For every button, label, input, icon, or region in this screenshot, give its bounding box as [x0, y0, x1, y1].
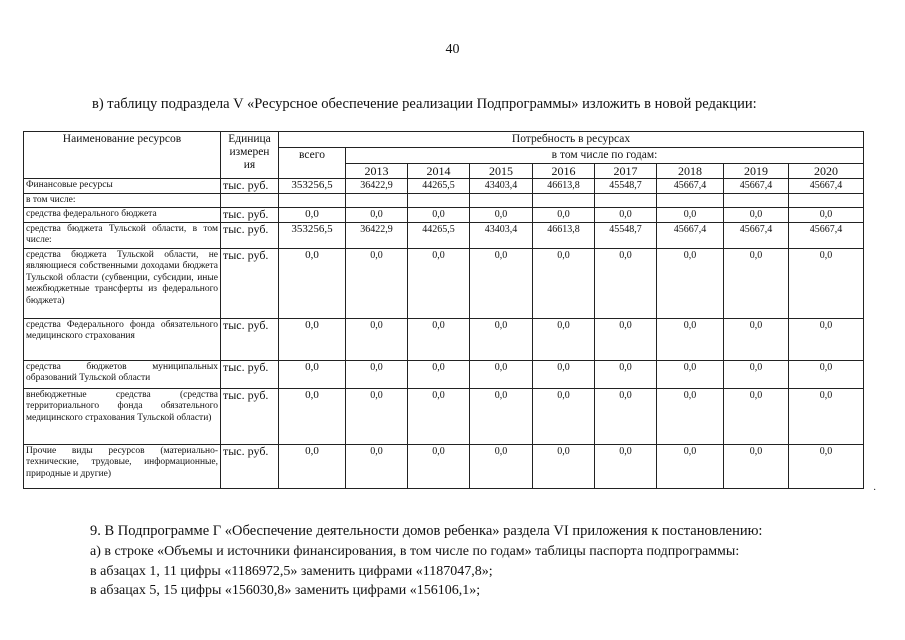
year-value-cell	[595, 193, 657, 208]
year-value-cell: 0,0	[657, 248, 724, 318]
table-row	[24, 444, 864, 488]
year-value-cell	[346, 193, 408, 208]
year-value-cell: 36422,9	[346, 222, 408, 248]
year-value-cell: 0,0	[595, 388, 657, 444]
year-value-cell: 0,0	[408, 208, 470, 223]
resource-name-cell: средства бюджетов муниципальных образований Тульской области	[24, 360, 221, 388]
year-value-cell: 0,0	[657, 360, 724, 388]
header-need: Потребность в ресурсах	[279, 132, 864, 148]
header-year: 2019	[724, 164, 789, 179]
year-value-cell: 0,0	[470, 360, 533, 388]
year-value-cell: 46613,8	[533, 222, 595, 248]
unit-cell: тыс. руб.	[221, 179, 279, 194]
total-value-cell: 0,0	[279, 208, 346, 223]
year-value-cell: 0,0	[595, 208, 657, 223]
header-year: 2015	[470, 164, 533, 179]
year-value-cell: 0,0	[470, 444, 533, 488]
year-value-cell: 0,0	[724, 318, 789, 360]
paragraph-item-9: 9. В Подпрограмме Г «Обеспечение деятельности домов ребенка» раздела VI приложения к постановлению:	[90, 523, 763, 539]
paragraph-line-2: в абзацах 5, 15 цифры «156030,8» заменить цифрами «156106,1»;	[90, 583, 481, 598]
unit-cell: тыс. руб.	[221, 318, 279, 360]
table-row	[24, 193, 864, 208]
total-value-cell: 353256,5	[279, 179, 346, 194]
resource-name-cell: внебюджетные средства (средства территориального фонда обязательного медицинского страхования Тульской области)	[24, 388, 221, 444]
year-value-cell: 0,0	[657, 318, 724, 360]
table-row	[24, 248, 864, 318]
resource-name-cell: средства бюджета Тульской области, в том числе:	[24, 222, 221, 248]
year-value-cell: 0,0	[595, 318, 657, 360]
year-value-cell: 0,0	[346, 318, 408, 360]
year-value-cell: 45667,4	[657, 179, 724, 194]
unit-cell: тыс. руб.	[221, 222, 279, 248]
year-value-cell: 0,0	[533, 248, 595, 318]
year-value-cell: 0,0	[470, 388, 533, 444]
year-value-cell: 0,0	[470, 208, 533, 223]
year-value-cell: 0,0	[346, 360, 408, 388]
year-value-cell: 0,0	[408, 360, 470, 388]
header-year: 2020	[789, 164, 864, 179]
total-value-cell: 0,0	[279, 318, 346, 360]
total-value-cell: 0,0	[279, 388, 346, 444]
year-value-cell: 0,0	[724, 208, 789, 223]
year-value-cell: 0,0	[470, 318, 533, 360]
header-year: 2016	[533, 164, 595, 179]
year-value-cell: 0,0	[789, 208, 864, 223]
resource-table	[23, 131, 864, 489]
year-value-cell: 0,0	[789, 388, 864, 444]
page-number: 40	[445, 42, 460, 57]
total-value-cell: 0,0	[279, 360, 346, 388]
year-value-cell: 45667,4	[789, 179, 864, 194]
header-year: 2017	[595, 164, 657, 179]
total-value-cell: 353256,5	[279, 222, 346, 248]
year-value-cell: 45667,4	[657, 222, 724, 248]
header-name: Наименование ресурсов	[24, 132, 221, 179]
margin-mark: ·	[873, 485, 877, 496]
year-value-cell: 0,0	[408, 318, 470, 360]
year-value-cell: 0,0	[789, 360, 864, 388]
resource-name-cell: средства федерального бюджета	[24, 208, 221, 223]
intro-text: в) таблицу подраздела V «Ресурсное обеспечение реализации Подпрограммы» изложить в новой редакции:	[92, 96, 757, 112]
table-row	[24, 179, 864, 194]
year-value-cell: 0,0	[533, 388, 595, 444]
year-value-cell: 45548,7	[595, 179, 657, 194]
unit-cell: тыс. руб.	[221, 388, 279, 444]
year-value-cell: 0,0	[533, 318, 595, 360]
year-value-cell: 0,0	[470, 248, 533, 318]
header-year: 2013	[346, 164, 408, 179]
year-value-cell	[657, 193, 724, 208]
year-value-cell: 0,0	[408, 444, 470, 488]
header-year: 2014	[408, 164, 470, 179]
table-row	[24, 222, 864, 248]
year-value-cell: 0,0	[595, 248, 657, 318]
year-value-cell: 0,0	[789, 248, 864, 318]
year-value-cell	[470, 193, 533, 208]
header-year: 2018	[657, 164, 724, 179]
table-row	[24, 388, 864, 444]
paragraph-subitem-a: а) в строке «Объемы и источники финансирования, в том числе по годам» таблицы паспорта подпрограммы:	[90, 544, 740, 559]
year-value-cell	[533, 193, 595, 208]
year-value-cell: 0,0	[657, 208, 724, 223]
year-value-cell: 0,0	[408, 388, 470, 444]
unit-cell: тыс. руб.	[221, 360, 279, 388]
header-total: всего	[279, 148, 346, 179]
table-row	[24, 208, 864, 223]
resource-name-cell: Прочие виды ресурсов (материально-технические, трудовые, информационные, природные и другие)	[24, 444, 221, 488]
resource-name-cell: в том числе:	[24, 193, 221, 208]
year-value-cell: 0,0	[346, 248, 408, 318]
year-value-cell: 45548,7	[595, 222, 657, 248]
total-value-cell: 0,0	[279, 248, 346, 318]
unit-cell: тыс. руб.	[221, 208, 279, 223]
year-value-cell: 0,0	[408, 248, 470, 318]
unit-cell	[221, 193, 279, 208]
year-value-cell: 0,0	[533, 444, 595, 488]
year-value-cell	[724, 193, 789, 208]
year-value-cell: 44265,5	[408, 222, 470, 248]
table-row	[24, 360, 864, 388]
total-value-cell: 0,0	[279, 444, 346, 488]
table-row	[24, 318, 864, 360]
year-value-cell: 0,0	[657, 444, 724, 488]
year-value-cell: 0,0	[533, 208, 595, 223]
year-value-cell: 0,0	[657, 388, 724, 444]
year-value-cell: 45667,4	[724, 222, 789, 248]
total-value-cell	[279, 193, 346, 208]
year-value-cell: 0,0	[533, 360, 595, 388]
year-value-cell: 0,0	[724, 248, 789, 318]
year-value-cell: 45667,4	[724, 179, 789, 194]
year-value-cell: 0,0	[724, 444, 789, 488]
year-value-cell	[408, 193, 470, 208]
year-value-cell: 46613,8	[533, 179, 595, 194]
year-value-cell: 0,0	[346, 444, 408, 488]
year-value-cell	[789, 193, 864, 208]
paragraph-line-1: в абзацах 1, 11 цифры «1186972,5» заменить цифрами «1187047,8»;	[90, 564, 493, 579]
year-value-cell: 0,0	[595, 444, 657, 488]
year-value-cell: 0,0	[346, 208, 408, 223]
resource-name-cell: средства бюджета Тульской области, не являющиеся собственными доходами бюджета Тульской области (субвенции, субсидии, иные межбюджетные трансферты из федерального бюджета)	[24, 248, 221, 318]
year-value-cell: 44265,5	[408, 179, 470, 194]
year-value-cell: 0,0	[724, 388, 789, 444]
year-value-cell: 0,0	[595, 360, 657, 388]
year-value-cell: 0,0	[724, 360, 789, 388]
header-unit: Единица измерен ия	[221, 132, 279, 179]
year-value-cell: 0,0	[789, 444, 864, 488]
header-by-years: в том числе по годам:	[346, 148, 864, 164]
year-value-cell: 45667,4	[789, 222, 864, 248]
year-value-cell: 0,0	[346, 388, 408, 444]
year-value-cell: 43403,4	[470, 179, 533, 194]
year-value-cell: 0,0	[789, 318, 864, 360]
resource-name-cell: средства Федерального фонда обязательного медицинского страхования	[24, 318, 221, 360]
unit-cell: тыс. руб.	[221, 248, 279, 318]
unit-cell: тыс. руб.	[221, 444, 279, 488]
year-value-cell: 36422,9	[346, 179, 408, 194]
resource-name-cell: Финансовые ресурсы	[24, 179, 221, 194]
year-value-cell: 43403,4	[470, 222, 533, 248]
